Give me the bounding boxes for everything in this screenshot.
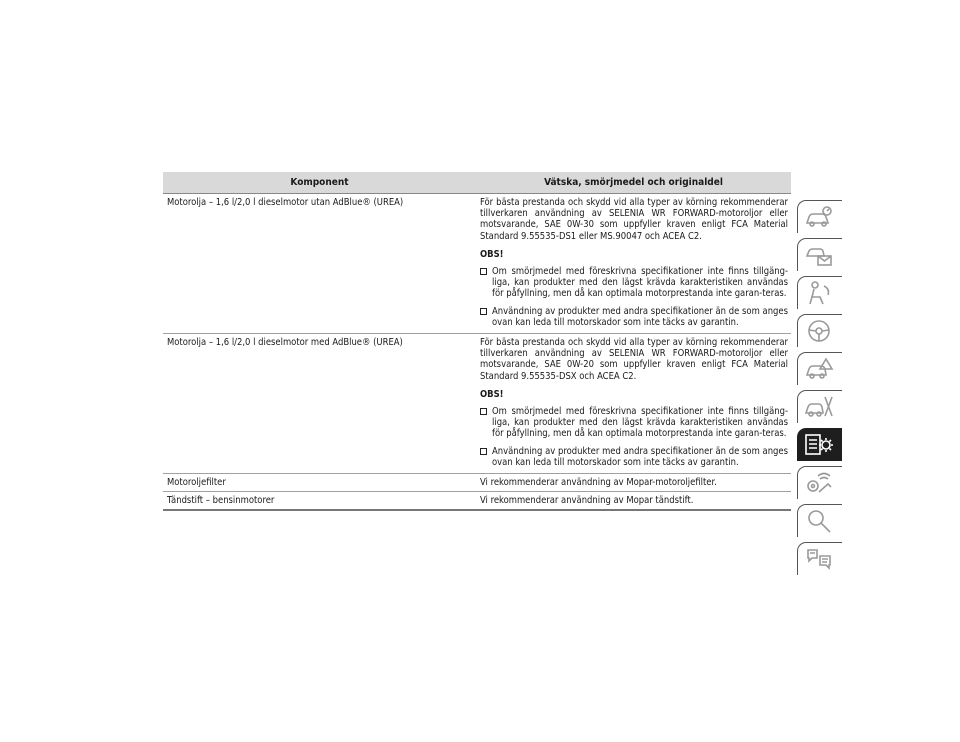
multimedia-icon (804, 470, 834, 496)
tab-index[interactable] (797, 542, 842, 575)
tab-getting-to-know[interactable] (797, 200, 842, 233)
checkbox-bullet-icon (480, 408, 487, 415)
table-header-row (163, 172, 791, 194)
tab-servicing[interactable] (797, 390, 842, 423)
table-row (163, 194, 791, 334)
chapter-tabs (797, 200, 842, 580)
note-text: Om smörjmedel med föreskrivna specifikationer inte finns tillgäng-liga, kan produkter med den lägst krävda karakteristiken användas för påfyllning, men då kan optimala motorprestanda inte garan-teras. (492, 406, 788, 440)
checkbox-bullet-icon (480, 268, 487, 275)
tab-multimedia[interactable] (797, 466, 842, 499)
obs-label: OBS! (480, 388, 504, 400)
car-gauge-icon (804, 204, 834, 230)
note-item (480, 266, 788, 300)
obs-label: OBS! (480, 248, 504, 260)
language-index-icon (804, 546, 834, 572)
note-item (480, 406, 788, 440)
table-row (163, 334, 791, 474)
car-warning-icon (804, 356, 834, 382)
car-tools-icon (804, 394, 834, 420)
description-cell: Vi rekommenderar användning av Mopar-motoroljefilter. (476, 474, 791, 492)
note-text: Användning av produkter med andra specifikationer än de som anges ovan kan leda till motorskador som inte täcks av garantin. (492, 445, 788, 468)
description-cell: Vi rekommenderar användning av Mopar tändstift. (476, 492, 791, 511)
car-envelope-icon (804, 242, 834, 268)
checkbox-bullet-icon (480, 308, 487, 315)
tab-customer-assistance[interactable] (797, 504, 842, 537)
tab-dashboard[interactable] (797, 238, 842, 271)
magnifier-icon (804, 508, 834, 534)
header-component: Komponent (163, 172, 476, 194)
component-cell: Motorolja – 1,6 l/2,0 l dieselmotor med AdBlue® (UREA) (163, 334, 476, 474)
note-text: Om smörjmedel med föreskrivna specifikationer inte finns tillgäng-liga, kan produkter med den lägst krävda karakteristiken användas för påfyllning, men då kan optimala motorprestanda inte garan-teras. (492, 266, 788, 300)
table-row (163, 492, 791, 511)
description-text: För bästa prestanda och skydd vid alla typer av körning rekommenderar tillverkaren användning av SELENIA WR FORWARD-motoroljor eller motsvarande, SAE 0W-30 som uppfyller kraven enligt FCA Material Standard 9.55535-DS1 eller MS.90047 och ACEA C2. (480, 197, 788, 242)
component-cell: Tändstift – bensinmotorer (163, 492, 476, 511)
spec-list-gear-icon (804, 432, 834, 458)
component-cell: Motorolja – 1,6 l/2,0 l dieselmotor utan AdBlue® (UREA) (163, 194, 476, 334)
checkbox-bullet-icon (480, 448, 487, 455)
table-row (163, 474, 791, 492)
description-cell (476, 194, 791, 334)
component-cell: Motoroljefilter (163, 474, 476, 492)
note-item (480, 306, 788, 328)
tab-technical-specifications[interactable] (797, 428, 842, 461)
seated-person-airbag-icon (804, 280, 834, 306)
description-text: För bästa prestanda och skydd vid alla typer av körning rekommenderar tillverkaren användning av SELENIA WR FORWARD-motoroljor eller motsvarande, SAE 0W-20 som uppfyller kraven enligt FCA Material Standard 9.55535-DSX och ACEA C2. (480, 337, 788, 382)
spec-table (163, 172, 791, 511)
tab-safety[interactable] (797, 276, 842, 309)
steering-wheel-icon (804, 318, 834, 344)
note-text: Användning av produkter med andra specifikationer än de som anges ovan kan leda till motorskador som inte täcks av garantin. (492, 305, 788, 328)
tab-starting-operating[interactable] (797, 314, 842, 347)
note-item (480, 446, 788, 468)
header-fluid: Vätska, smörjmedel och originaldel (476, 172, 791, 194)
tab-emergency[interactable] (797, 352, 842, 385)
description-cell (476, 334, 791, 474)
